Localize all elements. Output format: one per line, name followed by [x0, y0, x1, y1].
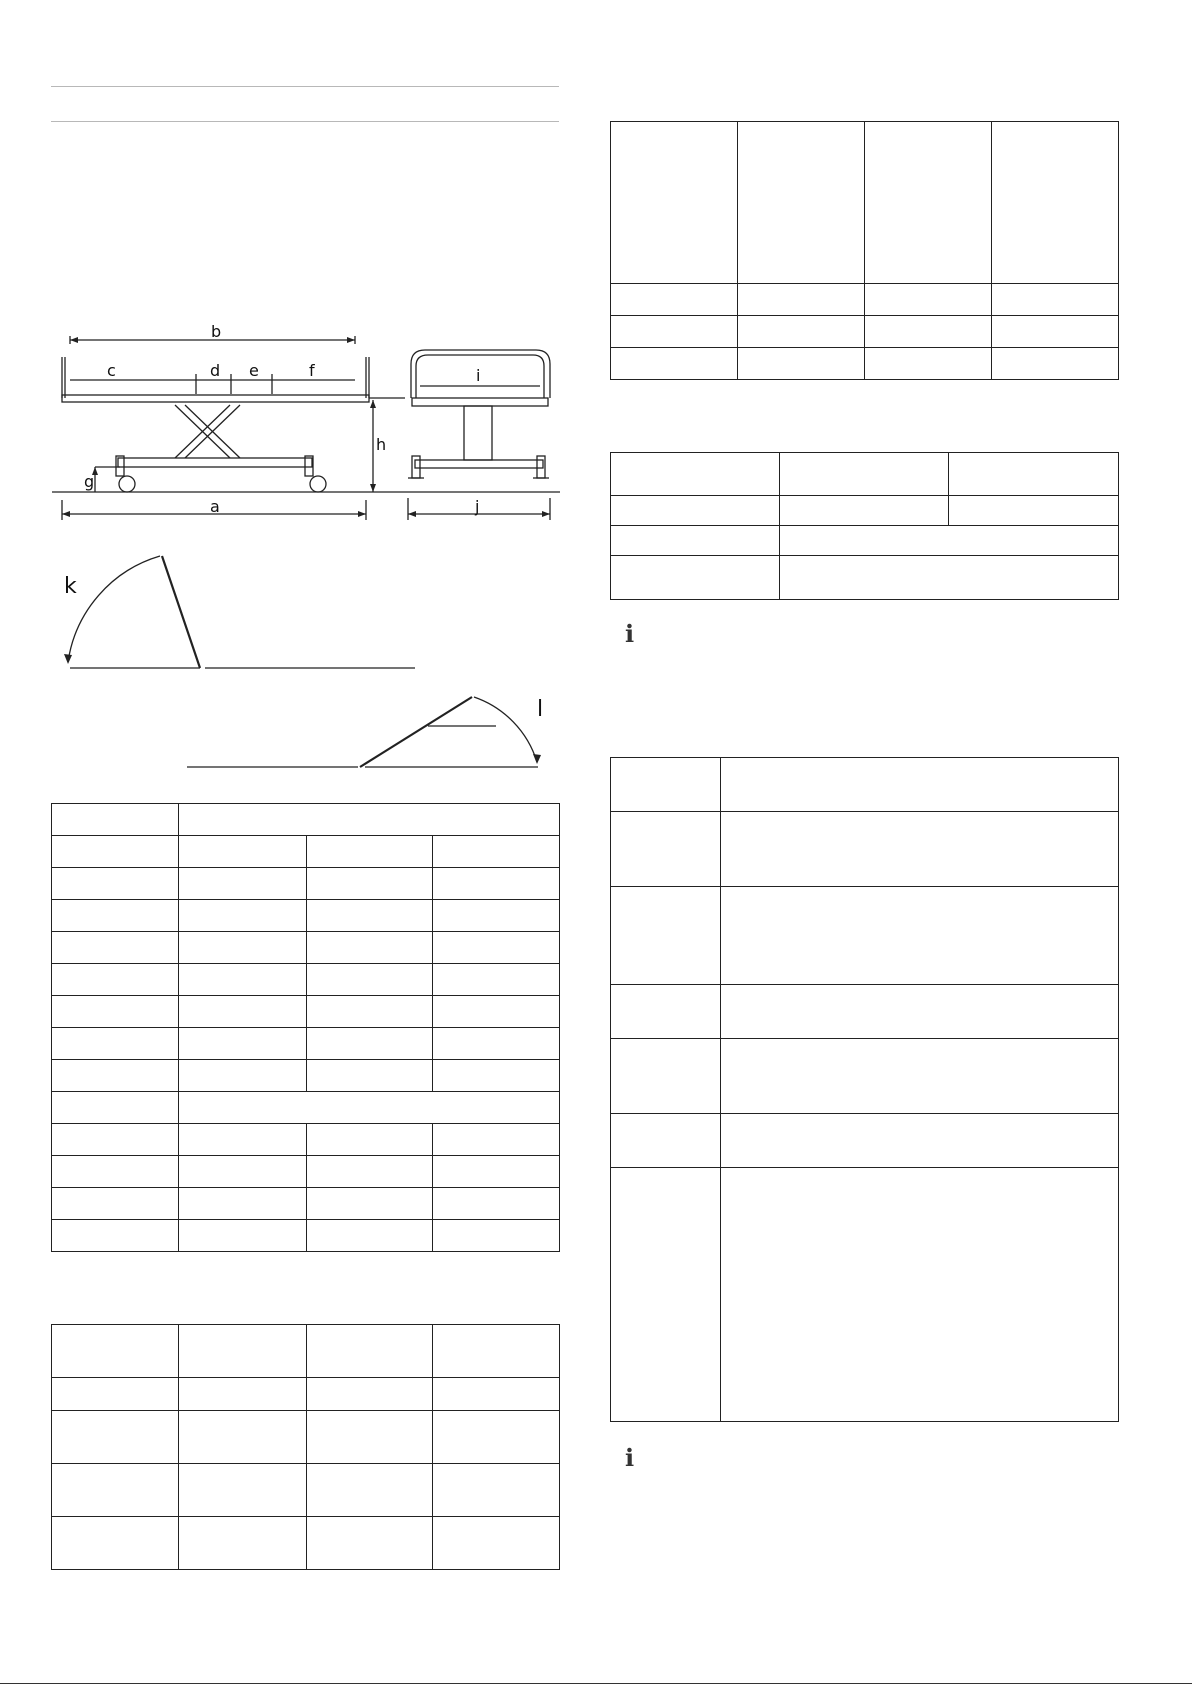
dimension-label-a: a — [210, 497, 220, 516]
dimension-label-g: g — [84, 472, 95, 491]
footer-rule — [0, 1683, 1192, 1684]
symbols-table — [610, 757, 1119, 1422]
info-icon: ℹ — [625, 620, 635, 648]
electrical-table — [610, 452, 1119, 600]
dimension-label-e: e — [249, 361, 259, 380]
weight-table — [610, 121, 1119, 380]
dimension-label-i: i — [476, 366, 481, 385]
load-table — [51, 1324, 560, 1570]
dimension-label-c: c — [107, 361, 116, 380]
dimension-label-h: h — [376, 435, 387, 454]
dimension-label-b: b — [211, 322, 222, 341]
dimension-label-f: f — [309, 361, 315, 380]
angle-label-k: k — [64, 574, 77, 599]
angle-label-l: l — [537, 697, 544, 722]
bed-dimension-drawing — [0, 0, 1192, 800]
dimension-label-d: d — [210, 361, 221, 380]
dimension-label-j: j — [475, 497, 480, 516]
dimensions-table — [51, 803, 560, 1252]
info-icon: ℹ — [625, 1444, 635, 1472]
